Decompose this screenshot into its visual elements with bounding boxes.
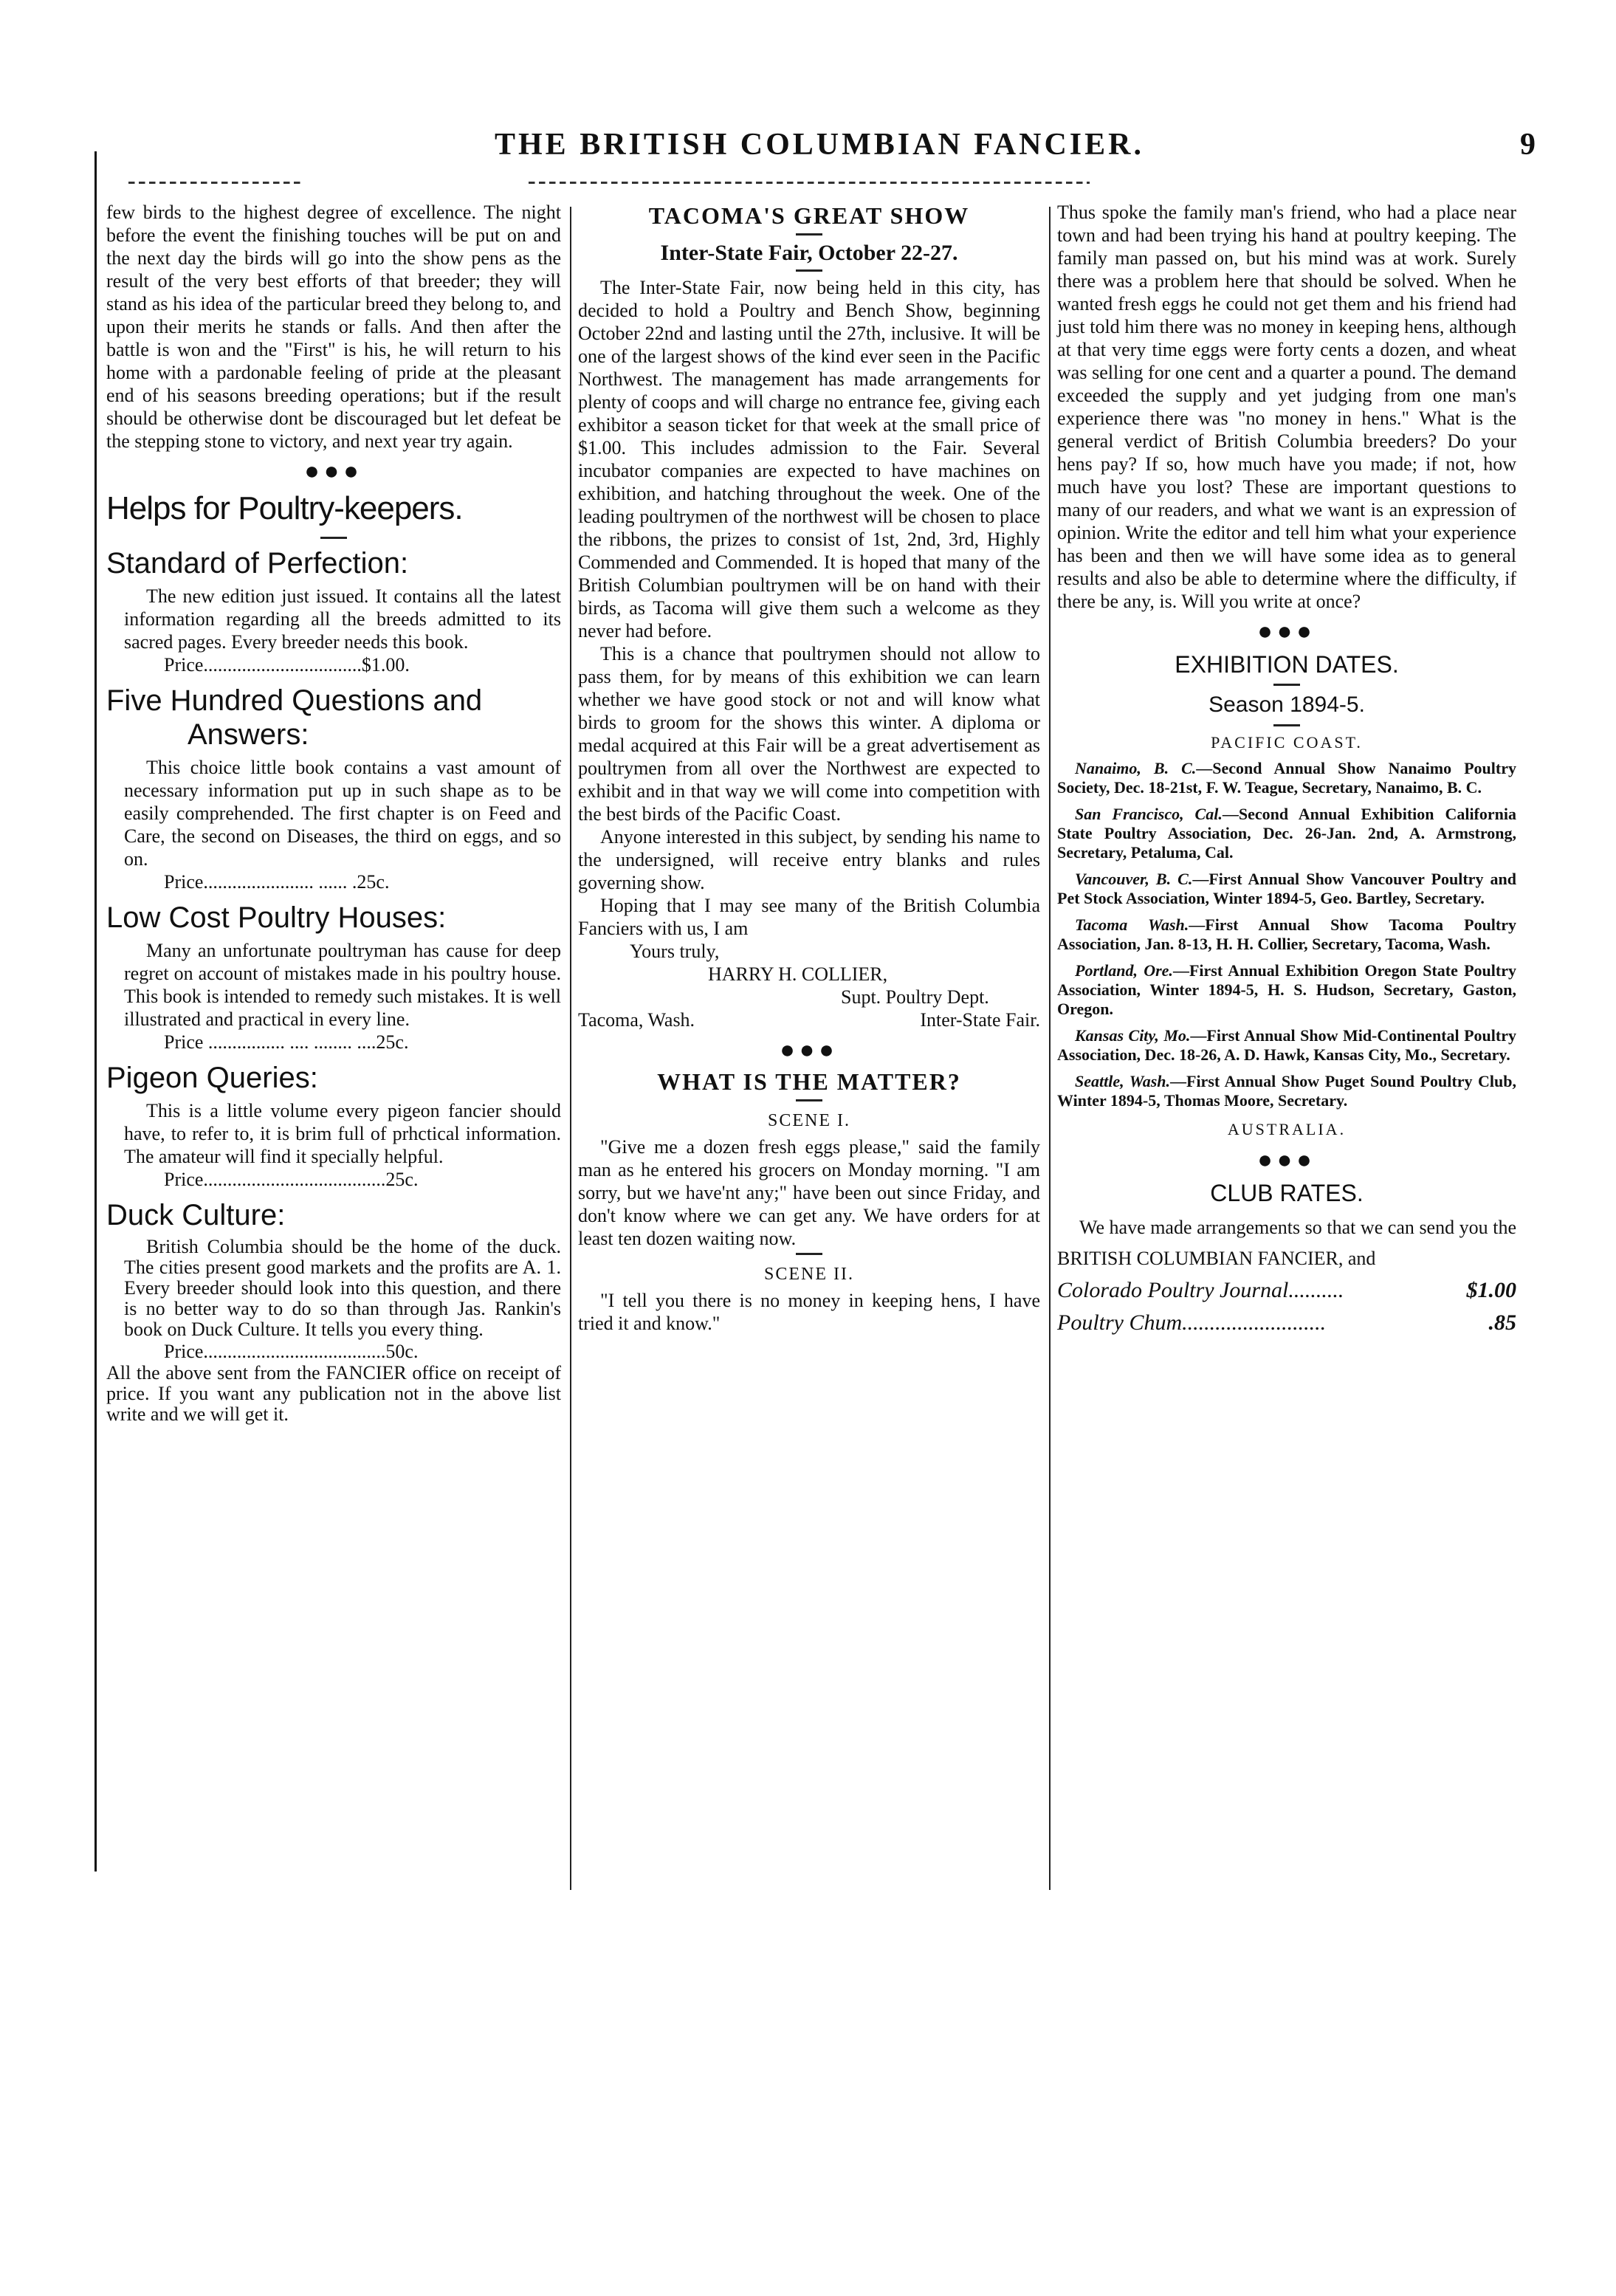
section-divider: ●●● <box>1257 618 1316 645</box>
scene-heading: SCENE II. <box>764 1265 854 1284</box>
listing-place: Kansas City, Mo. <box>1075 1026 1191 1045</box>
section-divider: ●●● <box>304 458 363 485</box>
book-title-standard: Standard of Perfection: <box>106 547 409 580</box>
listing-place: Nanaimo, B. C. <box>1075 759 1197 777</box>
listing-details: —First Annual Exhibition Oregon State Poultry Association, Winter 1894-5, H. S. Hudson, Secretary, Gaston, Oregon. <box>1057 961 1516 1018</box>
rate-publication: Poultry Chum <box>1057 1310 1183 1335</box>
book-item-duck <box>106 1237 561 1363</box>
book-description: Many an unfortunate poultryman has cause for deep regret on account of mistakes made in his poultry house. This book is intended to remedy such mistakes. It is well illustrated and practical in every line. <box>124 940 561 1030</box>
scene-text: "I tell you there is no money in keeping hens, I have tried it and know." <box>578 1290 1040 1334</box>
exhibition-listing <box>1057 1072 1516 1110</box>
article-paragraph: Hoping that I may see many of the British Columbia Fanciers with us, I am <box>578 895 1040 939</box>
letter-signer: HARRY H. COLLIER, <box>708 963 888 985</box>
left-margin-rule <box>94 151 97 1871</box>
listing-details: —Second Annual Exhibition California State Poultry Association, Dec. 26-Jan. 2nd, A. Armstrong, Secretary, Petaluma, Cal. <box>1057 805 1516 862</box>
page-number: 9 <box>1520 128 1536 162</box>
article-paragraph: The Inter-State Fair, now being held in this city, has decided to hold a Poultry and Bench Show, beginning October 22nd and lasting until the 27th, inclusive. It will be one of the largest shows of the kind ever seen in the Pacific Northwest. The management has made arrangements for plenty of coops and will charge no entrance fee, giving each exhibitor a season ticket for that week at the small price of $1.00. This includes admission to the Fair. Several incubator companies are expected to have machines on exhibition, and hatching throughout the week. One of the leading poultrymen of the northwest will be chosen to place the ribbons, the prizes to consist of 1st, 2nd, 3rd, Highly Commended and Commended. It is hoped that many of the British Columbian poultrymen will be on hand with their birds, as Tacoma will give them such a welcome as they never had before. <box>578 277 1040 642</box>
book-title-line-1: Five Hundred Questions and <box>106 684 483 717</box>
book-description: This is a little volume every pigeon fancier should have, to refer to, it is brim full of prhctical information. The amateur will find it specially helpful. <box>124 1100 561 1167</box>
article-paragraph: Anyone interested in this subject, by sending his name to the undersigned, will receive entry blanks and rules governing show. <box>578 826 1040 893</box>
section-divider: ●●● <box>1257 1147 1316 1174</box>
book-title-five-hundred <box>106 684 561 752</box>
exhibition-listing <box>1057 805 1516 862</box>
australia-heading: AUSTRALIA. <box>1227 1120 1347 1138</box>
column-1 <box>106 201 561 1425</box>
column-separator-2 <box>1049 207 1051 1890</box>
dash-divider <box>796 1253 822 1255</box>
book-item-five-hundred <box>106 756 561 893</box>
exhibition-listing <box>1057 1026 1516 1065</box>
masthead-title: THE BRITISH COLUMBIAN FANCIER. <box>495 128 1144 162</box>
club-rates-heading: CLUB RATES. <box>1210 1180 1364 1206</box>
dash-divider <box>796 233 822 236</box>
order-note: All the above sent from the FANCIER office on receipt of price. If you want any publication not in the above list write and we will get it. <box>106 1362 561 1425</box>
helps-section-title: Helps for Poultry-keepers. <box>106 490 463 526</box>
article-paragraph: Thus spoke the family man's friend, who had a place near town and had been trying his hand at poultry keeping. The family man passed on, but his mind was at work. Surely there was a problem here that should be solved. When he wanted fresh eggs he could not get them and his friend had just told him there was no money in keeping hens, although at that very time eggs were forty cents a dozen, and wheat was selling for one cent and a quarter a pound. The demand exceeded the supply and yet judging from one man's experience there was "no money in hens." What is the general verdict of British Columbia breeders? Do your hens pay? If so, how much have you made; if not, how much have you lost? These are important questions to many of our readers, and what we want is an expression of opinion. Write the editor and tell him what your experience has been and then we will have some idea as to general results and also be able to determine where the difficulty, if there be any, is. Will you write at once? <box>1057 202 1516 612</box>
exhibition-dates-heading: EXHIBITION DATES. <box>1175 651 1399 678</box>
tacoma-headline: TACOMA'S GREAT SHOW <box>648 202 970 229</box>
listing-details: —First Annual Show Puget Sound Poultry Club, Winter 1894-5, Thomas Moore, Secretary. <box>1057 1072 1516 1110</box>
listing-place: San Francisco, Cal. <box>1075 805 1223 823</box>
header-rule-center <box>529 182 1090 184</box>
dash-divider <box>320 537 347 539</box>
book-item-low-cost <box>106 939 561 1054</box>
section-divider: ●●● <box>780 1037 839 1064</box>
club-rates-text: We have made arrangements so that we can send you the BRITISH COLUMBIAN FANCIER, and <box>1057 1217 1516 1269</box>
pacific-coast-heading: PACIFIC COAST. <box>1211 733 1363 752</box>
column-3 <box>1057 201 1516 1339</box>
listing-place: Seattle, Wash. <box>1075 1072 1170 1090</box>
scene-text: "Give me a dozen fresh eggs please," said the family man as he entered his grocers on Monday morning. "I am sorry, but we have'nt any;" have been out since Friday, and don't know where we can get any. We have orders for at least ten dozen waiting now. <box>578 1136 1040 1249</box>
header-rule-left <box>128 182 303 184</box>
book-description: British Columbia should be the home of the duck. The cities present good markets and the profits are A. 1. Every breeder should look into this question, and there is no better way to do so than through Jas. Rankin's book on Duck Culture. It tells you every thing. <box>124 1236 561 1340</box>
listing-place: Portland, Ore. <box>1075 961 1173 980</box>
book-price: Price ................ .... ........ ....25c. <box>164 1031 409 1053</box>
book-price: Price......................................50c. <box>164 1341 419 1362</box>
book-title-low-cost: Low Cost Poultry Houses: <box>106 901 447 934</box>
book-price: Price....................... ...... .25c. <box>164 871 390 893</box>
dash-divider <box>796 269 822 272</box>
letter-signer-place: Tacoma, Wash. <box>578 1009 695 1031</box>
rate-leader-dots: .......... <box>1288 1278 1344 1302</box>
book-item-standard <box>106 585 561 676</box>
dash-divider <box>796 1099 822 1101</box>
exhibition-listing <box>1057 759 1516 797</box>
continued-article-text: few birds to the highest degree of excellence. The night before the event the finishing touches will be put on and the next day the birds will go into the show pens as the result of the very best efforts of that breeder; they will stand as his idea of the particular breed they belong to, and upon their merits he stands or falls. And then after the battle is won and the "First" is his, he will return to his home with a pardonable feeling of pride at the pleasant end of his seasons breeding operations; but if the result should be otherwise dont be discouraged but let defeat be the stepping stone to victory, and next year try again. <box>106 202 561 452</box>
rate-publication: Colorado Poultry Journal <box>1057 1278 1289 1302</box>
matter-headline: WHAT IS THE MATTER? <box>657 1068 961 1095</box>
book-title-pigeon: Pigeon Queries: <box>106 1062 318 1094</box>
article-paragraph: This is a chance that poultrymen should not allow to pass them, for by means of this exhibition we can learn whether we have good stock or not and will know what birds to groom for the shows this winter. A diploma or medal acquired at this Fair will be a great advertisement as poultrymen from all over the Northwest are expected to exhibit and in that way we will come into competition with the best birds of the Pacific Coast. <box>578 643 1040 825</box>
rate-name <box>1057 1274 1344 1307</box>
listing-place: Vancouver, B. C. <box>1075 870 1193 888</box>
book-price: Price.................................$1.00. <box>164 654 410 676</box>
book-item-pigeon <box>106 1099 561 1191</box>
book-price: Price......................................25c. <box>164 1169 419 1190</box>
rate-value: $1.00 <box>1466 1278 1516 1302</box>
book-title-line-2: Answers: <box>188 718 309 751</box>
book-description: This choice little book contains a vast amount of necessary information put up in such shape as to be easily comprehended. The first chapter is on Feed and Care, the second on Diseases, the third on eggs, and so on. <box>124 757 561 870</box>
exhibition-listing <box>1057 961 1516 1019</box>
scene-heading: SCENE I. <box>768 1111 850 1130</box>
rate-name <box>1057 1307 1326 1339</box>
club-rate-row <box>1057 1274 1516 1307</box>
book-title-duck: Duck Culture: <box>106 1199 286 1231</box>
page-header <box>103 127 1536 171</box>
column-separator-1 <box>570 207 571 1890</box>
club-rate-row <box>1057 1307 1516 1339</box>
letter-signer-line <box>578 1008 1040 1031</box>
listing-details: —First Annual Show Tacoma Poultry Association, Jan. 8-13, H. H. Collier, Secretary, Tacoma, Wash. <box>1057 915 1517 953</box>
exhibition-listing <box>1057 870 1516 908</box>
rate-leader-dots: .......................... <box>1182 1310 1327 1335</box>
letter-signer-title: Supt. Poultry Dept. <box>841 986 989 1008</box>
listing-details: —First Annual Show Vancouver Poultry and Pet Stock Association, Winter 1894-5, Geo. Bartley, Secretary. <box>1057 870 1516 907</box>
rate-value: .85 <box>1488 1310 1516 1335</box>
letter-closing: Yours truly, <box>630 941 720 962</box>
dash-divider <box>1273 724 1300 726</box>
listing-place: Tacoma Wash. <box>1075 915 1189 934</box>
listing-details: —Second Annual Show Nanaimo Poultry Society, Dec. 18-21st, F. W. Teague, Secretary, Nanaimo, B. C. <box>1057 759 1516 797</box>
book-description: The new edition just issued. It contains all the latest information regarding all the breeds admitted to its sacred pages. Every breeder needs this book. <box>124 585 561 653</box>
season-heading: Season 1894-5. <box>1208 692 1365 717</box>
column-2 <box>578 201 1040 1335</box>
exhibition-listing <box>1057 915 1516 954</box>
dash-divider <box>1273 684 1300 686</box>
letter-signer-org: Inter-State Fair. <box>920 1009 1040 1031</box>
tacoma-subheadline: Inter-State Fair, October 22-27. <box>660 241 958 265</box>
listing-details: —First Annual Show Mid-Continental Poultry Association, Dec. 18-26, A. D. Hawk, Kansas City, Mo., Secretary. <box>1057 1026 1516 1064</box>
